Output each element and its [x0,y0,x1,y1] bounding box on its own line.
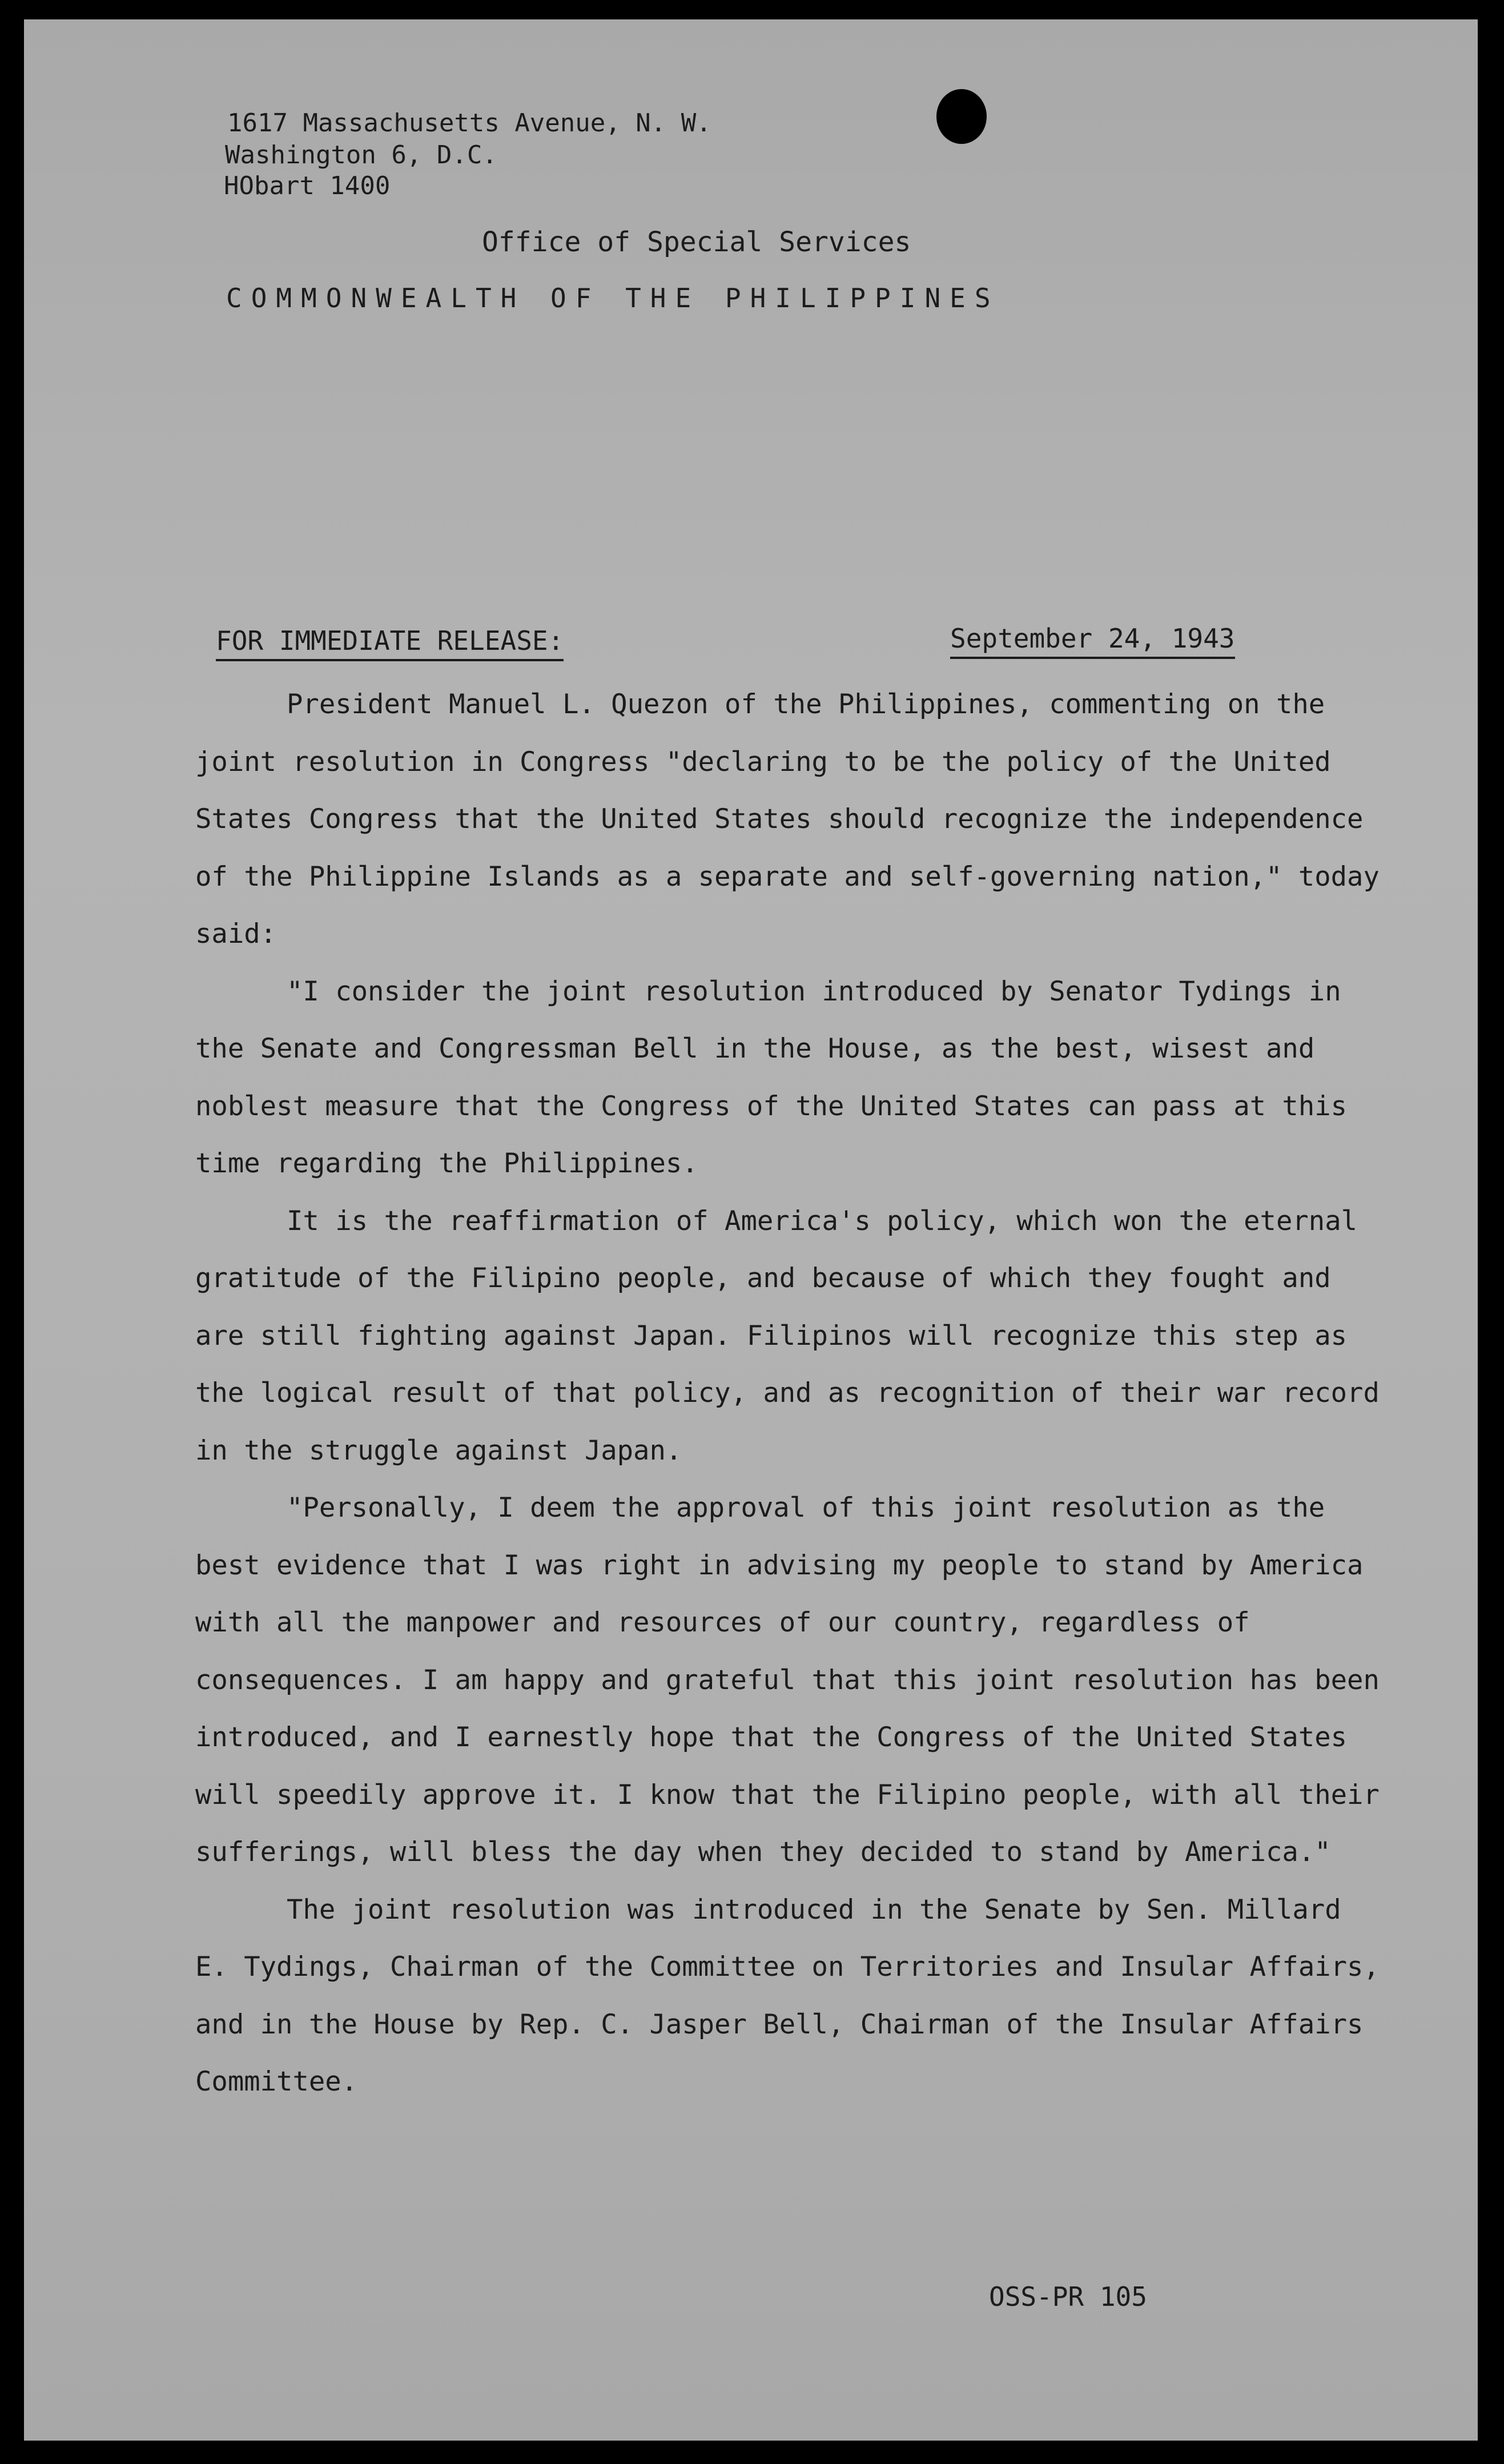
address-line-2: Washington 6, D.C. [225,140,497,170]
body-paragraph: "Personally, I deem the approval of this joint resolution as the best evidence that I was right in advising my people to stand by America with all the manpower and resources of our country, regardless of consequences. I am happy and grateful that this joint resolution has been introduced, and I earnestly hope that the Congress of the United States will speedily approve it. I know that the Filipino people, with all their sufferings, will bless the day when they decided to stand by America." [195,1492,1380,1868]
punch-hole [936,89,987,144]
body-paragraph: President Manuel L. Quezon of the Philippines, commenting on the joint resolution in Congress "declaring to be the policy of the United States Congress that the United States should recognize the independence of the Philippine Islands as a separate and self-governing nation," today said: [195,689,1380,950]
body-paragraph: It is the reaffirmation of America's policy, which won the eternal gratitude of the Filipino people, and because of which they fought and are still fighting against Japan. Filipinos will recognize this step as the logical result of that policy, and as recognition of their war record in the struggle against Japan. [195,1205,1380,1466]
phone-line: HObart 1400 [224,171,391,200]
release-label: FOR IMMEDIATE RELEASE: [216,625,564,661]
body-paragraph: "I consider the joint resolution introduced by Senator Tydings in the Senate and Congressman Bell in the House, as the best, wisest and noblest measure that the Congress of the United States can pass at this time regarding the Philippines. [195,975,1348,1179]
office-title: Office of Special Services [482,226,911,258]
release-date: September 24, 1943 [950,622,1235,659]
document-page [24,19,1478,2441]
document-code: OSS-PR 105 [989,2281,1147,2312]
address-line-1: 1617 Massachusetts Avenue, N. W. [227,108,711,138]
press-release-body [195,676,1383,2111]
body-paragraph: The joint resolution was introduced in the Senate by Sen. Millard E. Tydings, Chairman of the Committee on Territories and Insular Affairs, and in the House by Rep. C. Jasper Bell, Chairman of the Insular Affairs Committee. [195,1894,1380,2097]
organization-title: COMMONWEALTH OF THE PHILIPPINES [226,283,1000,313]
